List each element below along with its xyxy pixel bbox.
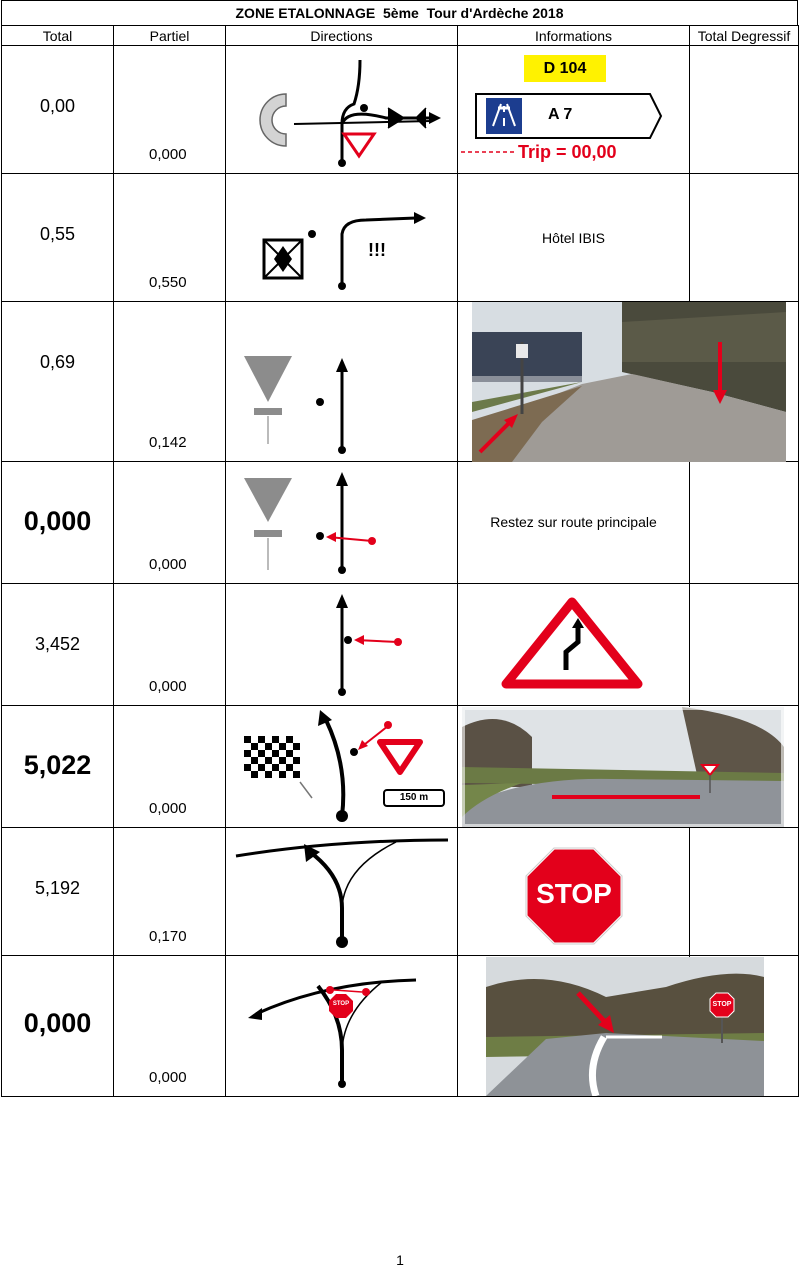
total-degressif-cell: [690, 584, 799, 706]
header-directions: Directions: [226, 26, 458, 46]
partiel-cell: [114, 46, 226, 174]
tulip-diagram: [226, 46, 458, 174]
route-path: [310, 852, 342, 940]
total-degressif-cell: [690, 46, 799, 174]
partiel-value: 0,550: [149, 274, 187, 291]
info-cell: [458, 302, 690, 462]
partiel-value: 0,000: [149, 556, 187, 573]
total-value: 0,69: [39, 352, 76, 372]
direction-cell: [226, 956, 458, 1097]
roadbook-table: [1, 25, 799, 1097]
table-row: [2, 302, 799, 462]
arrow-head-icon: [336, 358, 348, 372]
partiel-value: 0,142: [149, 434, 187, 451]
table-row: [2, 584, 799, 706]
checkered-flag-icon: [244, 736, 312, 798]
header-total: Total: [2, 26, 114, 46]
tulip-diagram: [226, 462, 458, 584]
info-cell: [458, 174, 690, 302]
total-cell: [2, 302, 114, 462]
partiel-value: 0,000: [149, 146, 187, 163]
road-photo-warehouse: [472, 302, 786, 462]
total-cell: [2, 174, 114, 302]
direction-cell: [226, 706, 458, 828]
warning-marks: !!!: [368, 240, 386, 260]
total-cell: [2, 706, 114, 828]
photo-stop-sign-label: STOP: [712, 1001, 732, 1008]
partiel-cell: [114, 706, 226, 828]
table-row: [2, 46, 799, 174]
total-cell: [2, 956, 114, 1097]
direction-cell: [226, 828, 458, 956]
roadbook-page: [1, 0, 798, 1097]
stop-sign-mini-label: STOP: [332, 1001, 350, 1007]
page-number: 1: [396, 1252, 404, 1268]
arrow-head-icon: [336, 594, 348, 608]
page-title: ZONE ETALONNAGE 5ème Tour d'Ardèche 2018: [1, 0, 798, 25]
direction-cell: [226, 462, 458, 584]
direction-cell: [226, 46, 458, 174]
total-value: 3,452: [34, 634, 81, 654]
direction-cell: [226, 584, 458, 706]
header-partiel: Partiel: [114, 26, 226, 46]
direction-cell: [226, 302, 458, 462]
info-cell: [458, 956, 732, 1097]
direction-cell: [226, 174, 458, 302]
partiel-cell: [114, 302, 226, 462]
tulip-diagram: [226, 956, 458, 1097]
partiel-cell: [114, 956, 226, 1097]
table-row: [2, 706, 799, 828]
table-row: [2, 956, 799, 1097]
tulip-diagram: [226, 828, 458, 956]
partiel-cell: [114, 584, 226, 706]
motorway-label: A 7: [548, 106, 573, 123]
total-value: 0,55: [39, 224, 76, 244]
partiel-value: 0,170: [149, 928, 187, 945]
arrow-head-icon: [429, 112, 441, 124]
arrow-head-icon: [336, 472, 348, 486]
partiel-value: 0,000: [149, 1069, 187, 1086]
road-photo-trees: [462, 707, 784, 827]
tulip-diagram: [226, 706, 458, 828]
total-value: 5,022: [23, 750, 92, 780]
partiel-value: 0,000: [149, 800, 187, 817]
table-row: [2, 174, 799, 302]
total-degressif-cell: [690, 462, 799, 584]
stop-sign-label: STOP: [536, 878, 612, 909]
yield-sign-icon: [380, 742, 420, 772]
arrow-head-icon: [414, 212, 426, 224]
motorway-icon: [486, 98, 522, 134]
total-value: 0,000: [23, 506, 92, 536]
partiel-cell: [114, 828, 226, 956]
distance-plate-label: 150 m: [399, 792, 429, 803]
table-row: [2, 828, 799, 956]
tulip-diagram: [226, 584, 458, 706]
arrow-head-icon: [318, 710, 332, 726]
motorway-interchange-icon: [388, 108, 426, 128]
info-text: Hôtel IBIS: [541, 230, 606, 246]
info-cell: [458, 462, 690, 584]
header-total-degressif: Total Degressif: [690, 26, 799, 46]
header-row: [2, 26, 799, 46]
partiel-cell: [114, 174, 226, 302]
yield-sign-grey-icon: [244, 356, 292, 402]
total-cell: [2, 828, 114, 956]
table-row: [2, 462, 799, 584]
partiel-value: 0,000: [149, 678, 187, 695]
total-value: 0,000: [23, 1008, 92, 1038]
roundabout-icon: [260, 94, 286, 146]
total-cell: [2, 462, 114, 584]
yield-sign-icon: [344, 134, 374, 156]
header-informations: Informations: [458, 26, 690, 46]
road-line: [294, 121, 431, 124]
route-path: [326, 720, 343, 816]
total-degressif-cell: [690, 828, 799, 956]
info-cell: [458, 828, 690, 956]
total-degressif-cell: [690, 174, 799, 302]
info-text: Restez sur route principale: [490, 514, 657, 530]
total-cell: [2, 584, 114, 706]
info-cell: [458, 46, 690, 174]
road-line: [236, 840, 448, 856]
total-cell: [2, 46, 114, 174]
info-cell: [458, 706, 690, 828]
tulip-diagram: [226, 302, 458, 462]
tulip-diagram: [226, 174, 458, 302]
arrow-head-icon: [248, 1008, 262, 1020]
trip-label: Trip = 00,00: [518, 142, 617, 162]
partiel-cell: [114, 462, 226, 584]
yield-sign-grey-icon: [244, 478, 292, 522]
total-value: 5,192: [34, 878, 81, 898]
info-cell: [458, 584, 690, 706]
road-photo-stop-junction: [486, 957, 764, 1096]
road-number-label: D 104: [524, 55, 606, 82]
total-value: 0,00: [39, 96, 76, 116]
double-bend-warning-sign: [458, 584, 690, 706]
